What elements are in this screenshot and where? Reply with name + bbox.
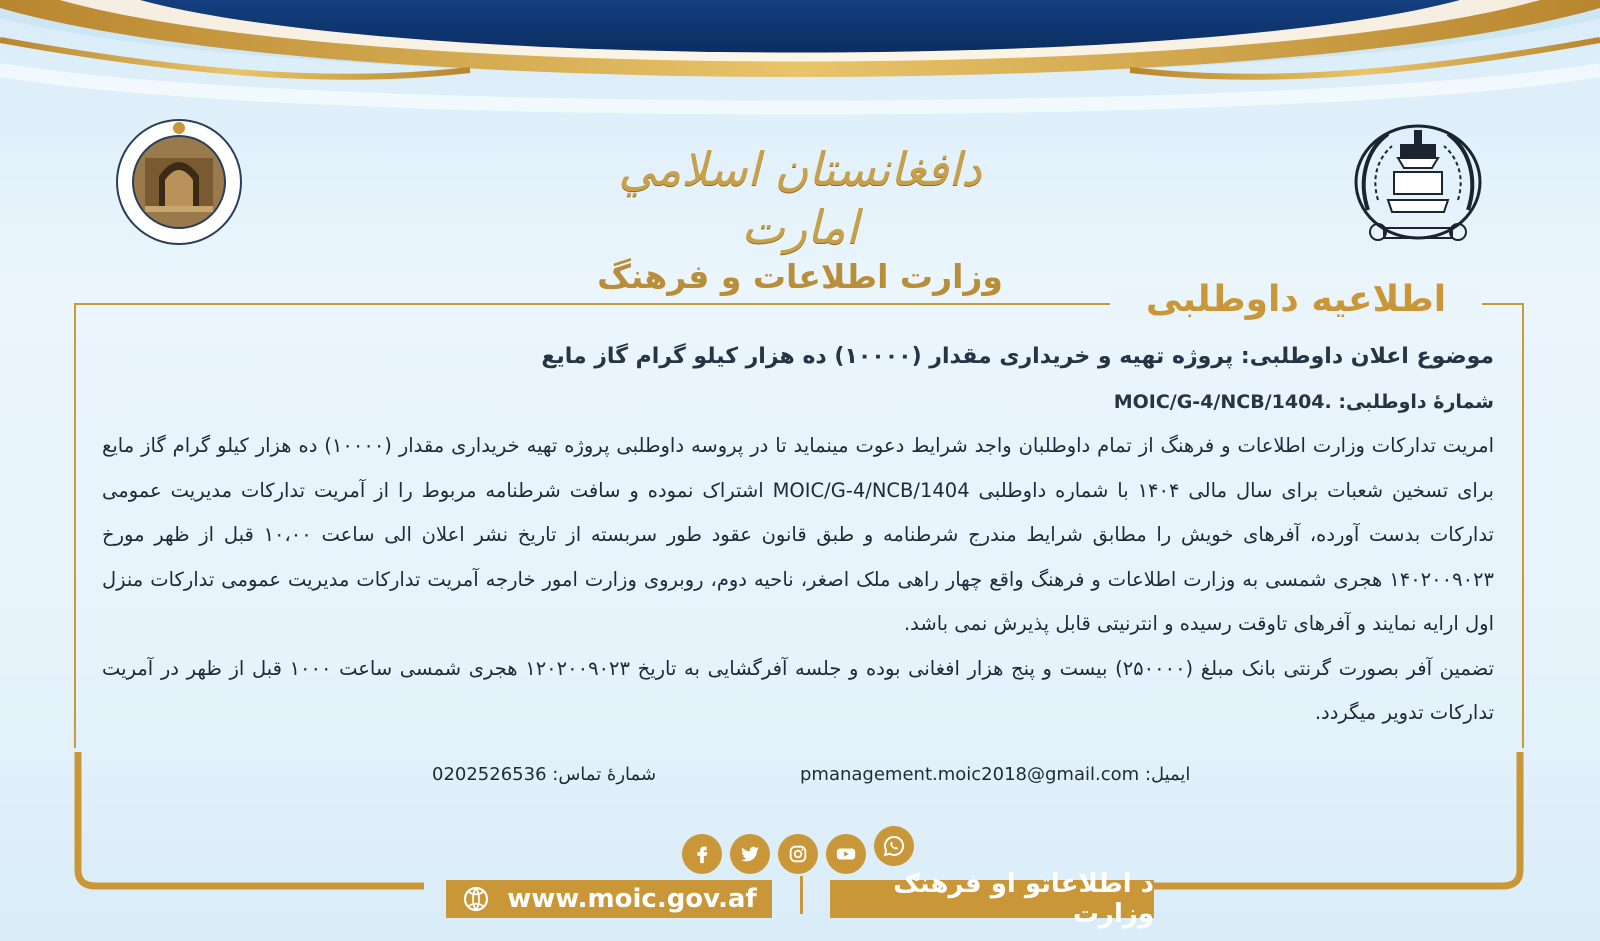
- whatsapp-icon[interactable]: [874, 826, 914, 866]
- notice-paragraph-1: امریت تدارکات وزارت اطلاعات و فرهنگ از تمام داوطلبان واجد شرایط دعوت مینماید تا در پروسه داوطلبی پروژه تهیه خریداری مقدار (۱۰۰۰۰) ده هزار کیلو گرام گاز مایع برای تسخین شعبات برای سال مالی ۱۴۰۴ با شماره داوطلبی MOIC/G-4/NCB/1404 اشتراک نموده و سافت شرطنامه مربوط را از آمریت تدارکات مدیریت عمومی تدارکات بدست آورده، آفرهای خویش را مطابق شرایط مندرج شرطنامه و طبق قانون عقود طور سربسته از تاریخ نشر اعلان الی ساعت ۱۰،۰۰ قبل از ظهر مورخ ۱۴۰۲۰۰۹۰۲۳ هجری شمسی به وزارت اطلاعات و فرهنگ واقع چهار راهی ملک اصغر، ناحیه دوم، روبروی وزارت امور خارجه آمریت تدارکات مدیریت عمومی تدارکات منزل اول ارایه نمایند و آفرهای تاوقت رسیده و انترنیتی قابل پذیرش نمی باشد.: [102, 434, 1494, 635]
- notice-title: اطلاعیه داوطلبی: [1145, 279, 1447, 320]
- phone-value[interactable]: 0202526536: [432, 764, 547, 785]
- emirate-title: دافغانستان اسلامي امارت: [618, 142, 982, 254]
- globe-icon: [461, 884, 491, 914]
- facebook-icon[interactable]: [682, 834, 722, 874]
- email-value[interactable]: pmanagement.moic2018@gmail.com: [800, 764, 1140, 785]
- twitter-icon[interactable]: [730, 834, 770, 874]
- header: [560, 140, 1040, 298]
- ministry-title: وزارت اطلاعات و فرهنگ: [597, 257, 1003, 296]
- contact-phone: [432, 764, 656, 794]
- footer-divider: [800, 876, 803, 914]
- website-url: www.moic.gov.af: [507, 884, 757, 914]
- ministry-seal-icon: [115, 118, 243, 246]
- youtube-icon[interactable]: [826, 834, 866, 874]
- email-label: ایمیل:: [1144, 764, 1191, 785]
- social-links: [682, 830, 922, 874]
- emirate-emblem-icon: [1348, 120, 1488, 250]
- tender-number-label: شمارهٔ داوطلبی:: [1338, 391, 1494, 413]
- notice-subject: موضوع اعلان داوطلبی: پروژه تهیه و خریداری مقدار (۱۰۰۰۰) ده هزار کیلو گرام گاز مایع: [541, 344, 1494, 369]
- notice-paragraph-2: تضمین آفر بصورت گرنتی بانک مبلغ (۲۵۰۰۰۰) بیست و پنج هزار افغانی بوده و جلسه آفرگشایی به تاریخ ۱۲۰۲۰۰۹۰۲۳ هجری شمسی ساعت ۱۰۰۰ قبل از ظهر در آمریت تدارکات تدویر میگردد.: [102, 656, 1495, 724]
- phone-label: شمارهٔ تماس:: [552, 764, 657, 785]
- notice-body: [102, 336, 1494, 736]
- contact-email: [800, 764, 1190, 794]
- tender-number-value: MOIC/G-4/NCB/1404.: [1113, 391, 1332, 413]
- tender-number-line: [102, 382, 1494, 422]
- ministry-name-pashto: د اطلاعاتو او فرهنګ وزارت: [893, 869, 1154, 929]
- top-banner-decoration: [0, 0, 1600, 120]
- ministry-name-bar: [830, 869, 1154, 929]
- instagram-icon[interactable]: [778, 834, 818, 874]
- website-bar[interactable]: [446, 880, 772, 918]
